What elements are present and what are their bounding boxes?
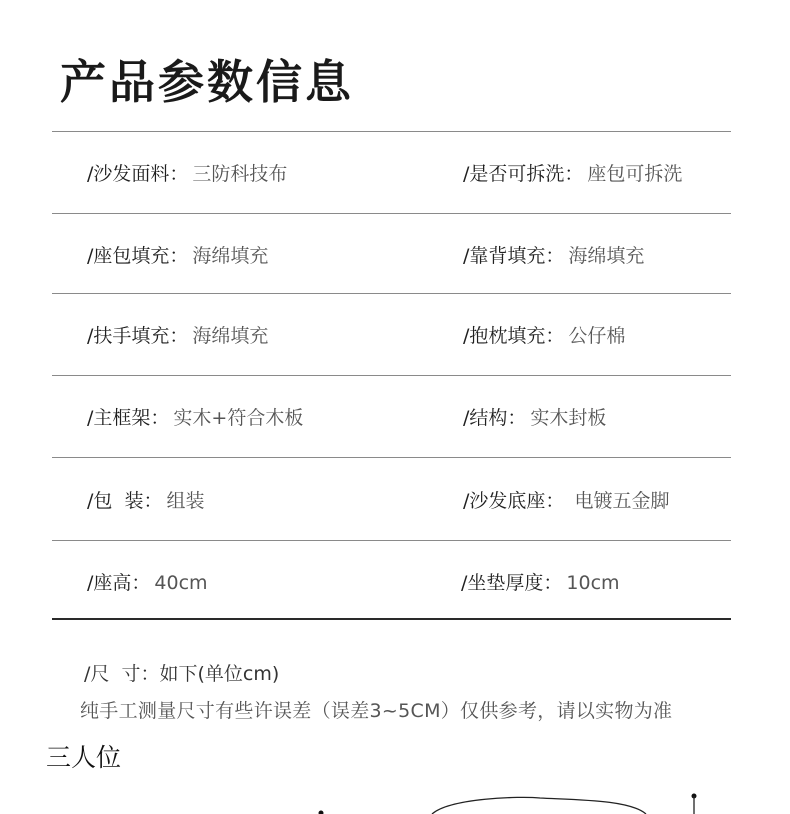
spec-value: 10cm <box>566 572 620 594</box>
spec-fabric <box>87 162 287 186</box>
spec-label: /主框架： <box>87 407 170 429</box>
spec-back-filling <box>463 244 644 268</box>
spec-seat-height <box>87 571 208 595</box>
spec-value: 电镀五金脚 <box>568 490 670 512</box>
spec-label: /座包填充： <box>87 245 189 267</box>
spec-label: /抱枕填充： <box>463 325 565 347</box>
spec-value: 40cm <box>154 572 208 594</box>
divider <box>52 540 731 541</box>
spec-washable <box>463 162 682 186</box>
spec-frame <box>87 406 303 430</box>
spec-seat-filling <box>87 244 268 268</box>
spec-label: /扶手填充： <box>87 325 189 347</box>
spec-label: /沙发面料： <box>87 163 189 185</box>
spec-value: 公仔棉 <box>568 325 626 347</box>
page-title: 产品参数信息 <box>60 55 354 109</box>
spec-value: 海绵填充 <box>192 245 269 267</box>
sofa-outline-curve <box>432 797 646 814</box>
spec-packaging <box>87 489 205 513</box>
spec-value: 海绵填充 <box>192 325 269 347</box>
spec-structure <box>463 406 606 430</box>
spec-base <box>463 489 669 513</box>
divider <box>52 213 731 214</box>
spec-value: 海绵填充 <box>568 245 645 267</box>
spec-label: /包 装： <box>87 490 163 512</box>
spec-label: /是否可拆洗： <box>463 163 584 185</box>
dimension-marker-dot <box>319 811 324 814</box>
spec-value: 实木封板 <box>530 407 607 429</box>
spec-label: /靠背填充： <box>463 245 565 267</box>
section-label: 三人位 <box>46 743 122 772</box>
spec-armrest-filling <box>87 324 268 348</box>
spec-cushion-thickness <box>461 571 620 595</box>
divider <box>52 375 731 376</box>
spec-label: /座高： <box>87 572 151 594</box>
spec-label: /坐垫厚度： <box>461 572 563 594</box>
spec-label: /沙发底座： <box>463 490 565 512</box>
sofa-sketch-top <box>0 780 790 814</box>
divider <box>52 457 731 458</box>
spec-value: 三防科技布 <box>192 163 288 185</box>
spec-value: 座包可拆洗 <box>587 163 683 185</box>
divider <box>52 293 731 294</box>
divider <box>52 131 731 132</box>
spec-pillow-filling <box>463 324 625 348</box>
size-note: /尺 寸：如下(单位cm) <box>84 663 280 685</box>
spec-label: /结构： <box>463 407 527 429</box>
table-bottom-rule <box>52 618 731 620</box>
tolerance-note: 纯手工测量尺寸有些许误差（误差3~5CM）仅供参考，请以实物为准 <box>80 700 673 722</box>
spec-value: 组装 <box>166 490 205 512</box>
spec-value: 实木+符合木板 <box>173 407 304 429</box>
